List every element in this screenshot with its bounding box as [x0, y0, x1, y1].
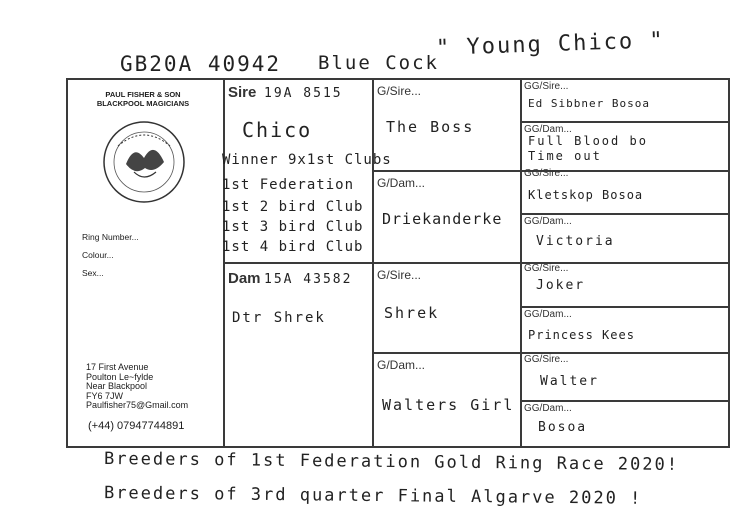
gdam-name: Driekanderke: [382, 210, 503, 228]
dam-ring: 15A 43582: [264, 272, 353, 287]
dam-label: Dam: [228, 270, 261, 287]
ggdam-label: GG/Dam...: [524, 403, 572, 414]
sire-ring: 19A 8515: [264, 86, 343, 101]
sire-achievement: 1st 2 bird Club: [222, 199, 364, 215]
sire-achievement: 1st Federation: [222, 177, 355, 193]
colour-label: Colour...: [82, 250, 114, 260]
breeder-phone: (+44) 07947744891: [88, 420, 185, 432]
ggsire-name: Joker: [536, 278, 586, 293]
ggsire-label: GG/Sire...: [524, 263, 569, 274]
gsire-name: Shrek: [384, 304, 440, 322]
sire-name: Chico: [242, 118, 313, 142]
ggdam-name: Princess Kees: [528, 328, 635, 342]
sex-label: Sex...: [82, 268, 104, 278]
ggdam-name: Bosoa: [538, 420, 588, 435]
ggsire-name: Ed Sibbner Bosoa: [528, 97, 650, 110]
ggdam-label: GG/Dam...: [524, 309, 572, 320]
gsire-label: G/Sire...: [377, 84, 422, 98]
ggdam-label: GG/Dam...: [524, 124, 572, 135]
ggdam-name: Full Blood bo Time out: [528, 134, 648, 163]
breeder-logo: [96, 112, 192, 208]
breeder-name: PAUL FISHER & SON BLACKPOOL MAGICIANS: [96, 90, 190, 108]
bird-name-handwritten: " Young Chico ": [435, 28, 666, 61]
sire-achievement: 1st 4 bird Club: [222, 239, 364, 255]
gsire-label: G/Sire...: [377, 268, 422, 282]
ggdam-name: Victoria: [536, 234, 615, 249]
ring-number-label: Ring Number...: [82, 232, 139, 242]
sire-achievement: 1st 3 bird Club: [222, 219, 364, 235]
footer-note: Breeders of 3rd quarter Final Algarve 2020 !: [103, 483, 643, 509]
gsire-name: The Boss: [386, 118, 475, 136]
ggsire-label: GG/Sire...: [524, 81, 569, 92]
dam-name: Dtr Shrek: [232, 310, 326, 326]
footer-note: Breeders of 1st Federation Gold Ring Race 2020!: [103, 448, 680, 476]
breeder-address: 17 First Avenue Poulton Le~fylde Near Blackpool FY6 7JW Paulfisher75@Gmail.com: [86, 362, 189, 410]
ggsire-label: GG/Sire...: [524, 168, 569, 179]
ggsire-name: Walter: [540, 374, 599, 389]
gdam-label: G/Dam...: [377, 176, 426, 190]
gdam-label: G/Dam...: [377, 358, 426, 372]
ggsire-name: Kletskop Bosoa: [528, 188, 644, 202]
ggsire-label: GG/Sire...: [524, 354, 569, 365]
ggdam-label: GG/Dam...: [524, 216, 572, 227]
ring-number-handwritten: GB20A 40942: [120, 52, 282, 76]
colour-sex-handwritten: Blue Cock: [318, 52, 439, 74]
sire-achievement: Winner 9x1st Clubs: [222, 152, 392, 168]
gdam-name: Walters Girl: [382, 396, 515, 414]
sire-label: Sire: [228, 84, 257, 101]
